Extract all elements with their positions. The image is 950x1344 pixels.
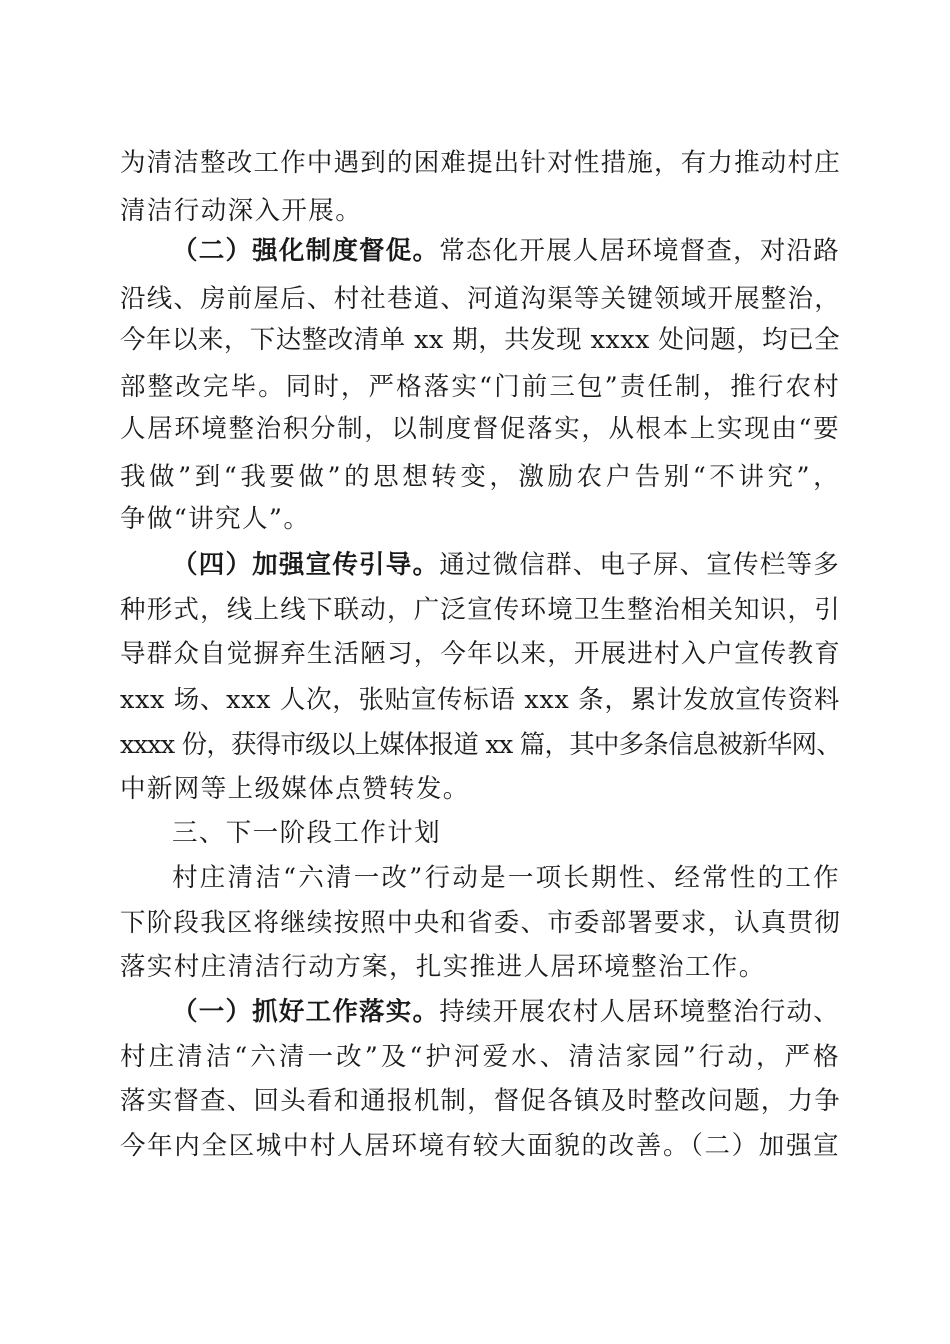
text-line: 村庄清洁“六清一改”及“护河爱水、清洁家园”行动，严格 [120, 1042, 840, 1072]
text-line: xxx 场、xxx 人次，张贴宣传标语 xxx 条，累计发放宣传资料 [120, 685, 840, 715]
paragraph-heading: （一）抓好工作落实。 [172, 997, 440, 1027]
paragraph-text: 常态化开展人居环境督查，对沿路 [439, 236, 840, 266]
paragraph-text: 通过微信群、电子屏、宣传栏等多 [439, 550, 840, 580]
text-line: xxxx 份，获得市级以上媒体报道 xx 篇，其中多条信息被新华网、 [120, 730, 841, 760]
paragraph-first-line: 村庄清洁“六清一改”行动是一项长期性、经常性的工作 [172, 863, 840, 893]
paragraph-heading: （四）加强宣传引导。 [172, 550, 440, 580]
paragraph-first-line [172, 997, 840, 1027]
text-line: 争做“讲究人”。 [120, 504, 311, 534]
text-line: 种形式，线上线下联动，广泛宣传环境卫生整治相关知识，引 [120, 595, 841, 625]
text-line: 清洁行动深入开展。 [120, 196, 363, 226]
paragraph-first-line [172, 550, 840, 580]
text-line: 人居环境整治积分制，以制度督促落实，从根本上实现由“要 [120, 414, 840, 444]
text-line: 我做”到“我要做”的思想转变，激励农户告别“不讲究”， [120, 462, 840, 492]
text-line: 落实村庄清洁行动方案，扎实推进人居环境整治工作。 [120, 952, 766, 982]
text-line: 为清洁整改工作中遇到的困难提出针对性措施，有力推动村庄 [120, 148, 841, 178]
section-heading: 三、下一阶段工作计划 [172, 818, 442, 848]
paragraph-text: 持续开展农村人居环境整治行动、 [439, 997, 840, 1027]
paragraph-heading: （二）强化制度督促。 [172, 236, 440, 266]
text-line: 沿线、房前屋后、村社巷道、河道沟渠等关键领域开展整治， [120, 284, 841, 314]
text-line: 下阶段我区将继续按照中央和省委、市委部署要求，认真贯彻 [120, 908, 841, 938]
text-line: 今年以来，下达整改清单 xx 期，共发现 xxxx 处问题，均已全 [120, 325, 840, 355]
text-line: 落实督查、回头看和通报机制，督促各镇及时整改问题，力争 [120, 1086, 841, 1116]
text-line: 今年内全区城中村人居环境有较大面貌的改善。（二）加强宣 [120, 1131, 840, 1161]
text-line: 部整改完毕。同时，严格落实“门前三包”责任制，推行农村 [120, 372, 840, 402]
text-line: 导群众自觉摒弃生活陋习，今年以来，开展进村入户宣传教育 [120, 639, 841, 669]
text-line: 中新网等上级媒体点赞转发。 [120, 774, 470, 804]
paragraph-first-line [172, 236, 840, 266]
